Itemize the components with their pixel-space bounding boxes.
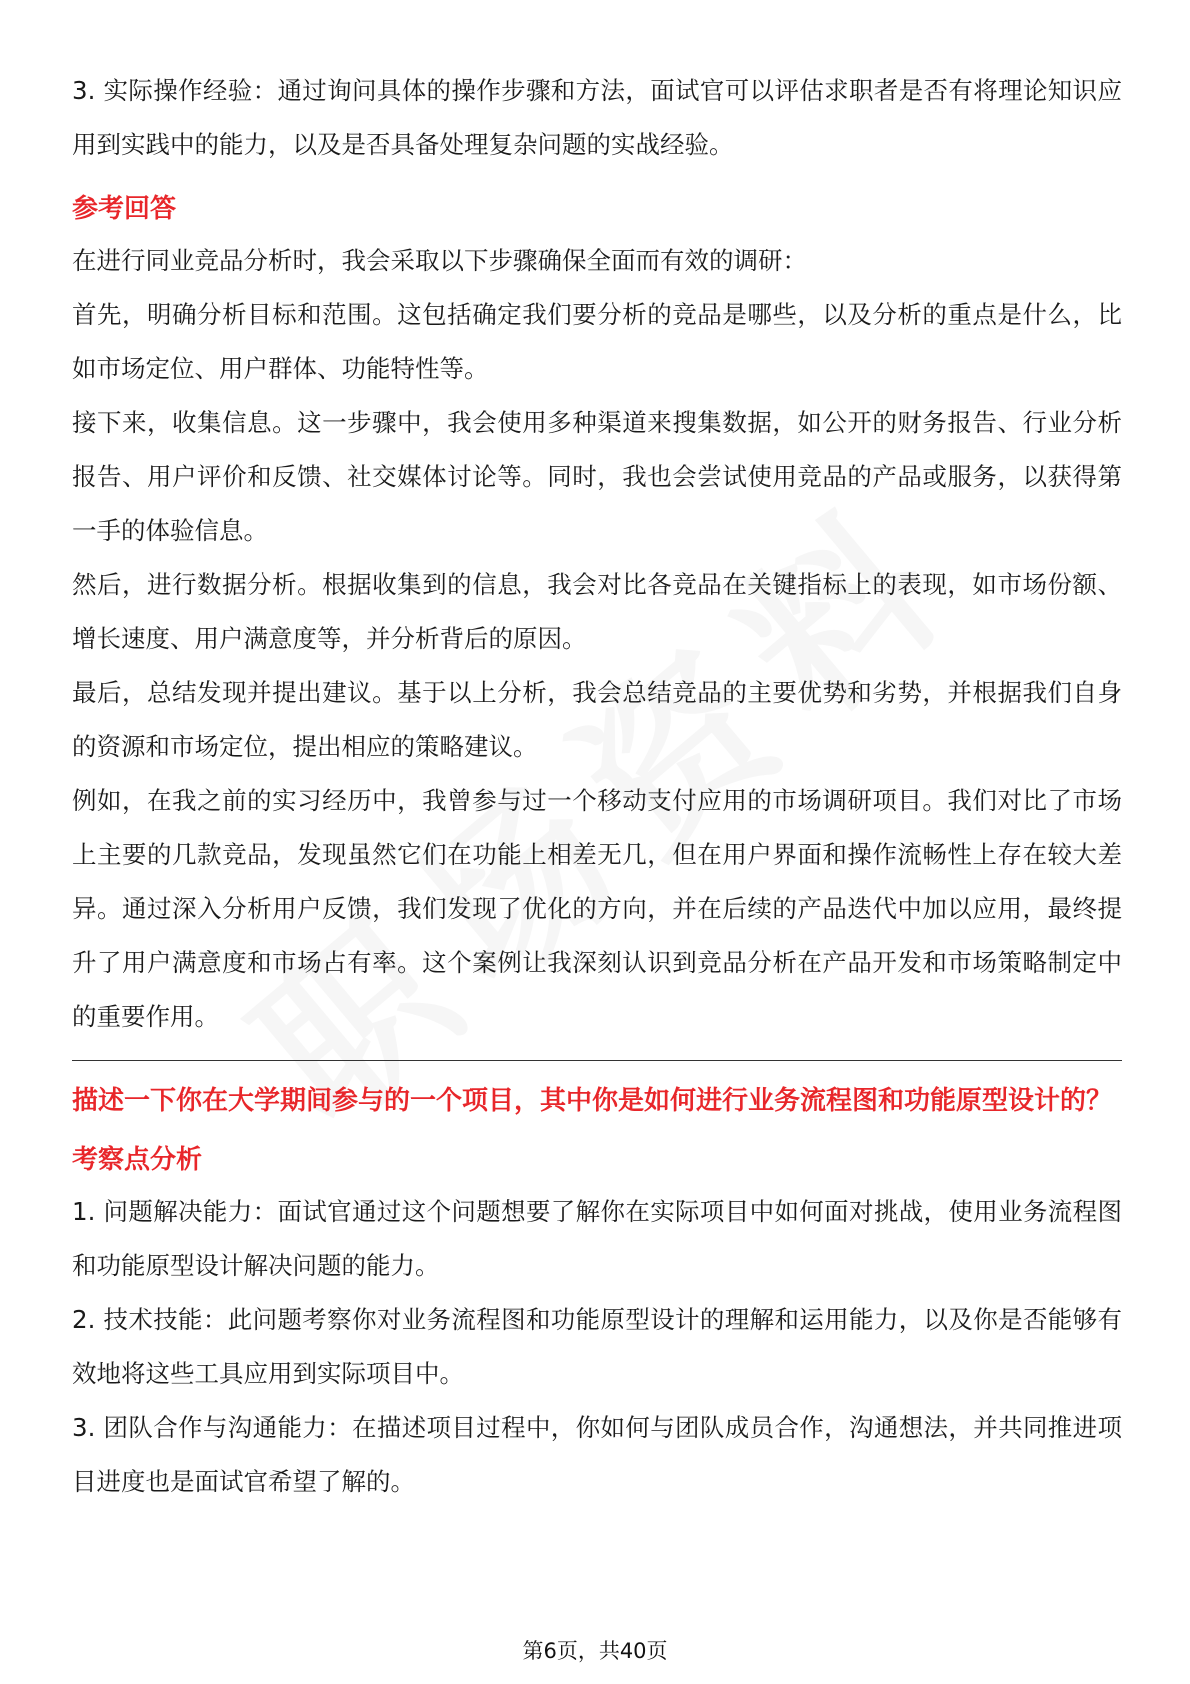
analysis-heading: 考察点分析 [72,1145,203,1175]
page-content [72,64,1122,1509]
question-heading: 描述一下你在大学期间参与的一个项目，其中你是如何进行业务流程图和功能原型设计的？ [72,1086,1113,1116]
answer-paragraph: 然后，进行数据分析。根据收集到的信息，我会对比各竞品在关键指标上的表现，如市场份额、增长速度、用户满意度等，并分析背后的原因。 [72,570,1122,653]
analysis-paragraph: 3. 团队合作与沟通能力：在描述项目过程中，你如何与团队成员合作，沟通想法，并共同推进项目进度也是面试官希望了解的。 [72,1413,1122,1496]
paragraph-practical-experience: 3. 实际操作经验：通过询问具体的操作步骤和方法，面试官可以评估求职者是否有将理论知识应用到实践中的能力，以及是否具备处理复杂问题的实战经验。 [72,76,1122,159]
answer-heading: 参考回答 [72,194,177,224]
analysis-paragraph: 2. 技术技能：此问题考察你对业务流程图和功能原型设计的理解和运用能力，以及你是否能够有效地将这些工具应用到实际项目中。 [72,1305,1122,1388]
analysis-paragraph: 1. 问题解决能力：面试官通过这个问题想要了解你在实际项目中如何面对挑战，使用业务流程图和功能原型设计解决问题的能力。 [72,1197,1122,1280]
answer-paragraph: 在进行同业竞品分析时，我会采取以下步骤确保全面而有效的调研： [72,246,807,275]
answer-paragraph: 接下来，收集信息。这一步骤中，我会使用多种渠道来搜集数据，如公开的财务报告、行业分析报告、用户评价和反馈、社交媒体讨论等。同时，我也会尝试使用竞品的产品或服务，以获得第一手的体验信息。 [72,408,1122,545]
answer-paragraph: 例如，在我之前的实习经历中，我曾参与过一个移动支付应用的市场调研项目。我们对比了市场上主要的几款竞品，发现虽然它们在功能上相差无几，但在用户界面和操作流畅性上存在较大差异。通过深入分析用户反馈，我们发现了优化的方向，并在后续的产品迭代中加以应用，最终提升了用户满意度和市场占有率。这个案例让我深刻认识到竞品分析在产品开发和市场策略制定中的重要作用。 [72,786,1122,1031]
answer-paragraph: 首先，明确分析目标和范围。这包括确定我们要分析的竞品是哪些，以及分析的重点是什么，比如市场定位、用户群体、功能特性等。 [72,300,1122,383]
answer-paragraph: 最后，总结发现并提出建议。基于以上分析，我会总结竞品的主要优势和劣势，并根据我们自身的资源和市场定位，提出相应的策略建议。 [72,678,1122,761]
section-divider [72,1060,1122,1061]
page-number: 第6页，共40页 [522,1639,668,1663]
